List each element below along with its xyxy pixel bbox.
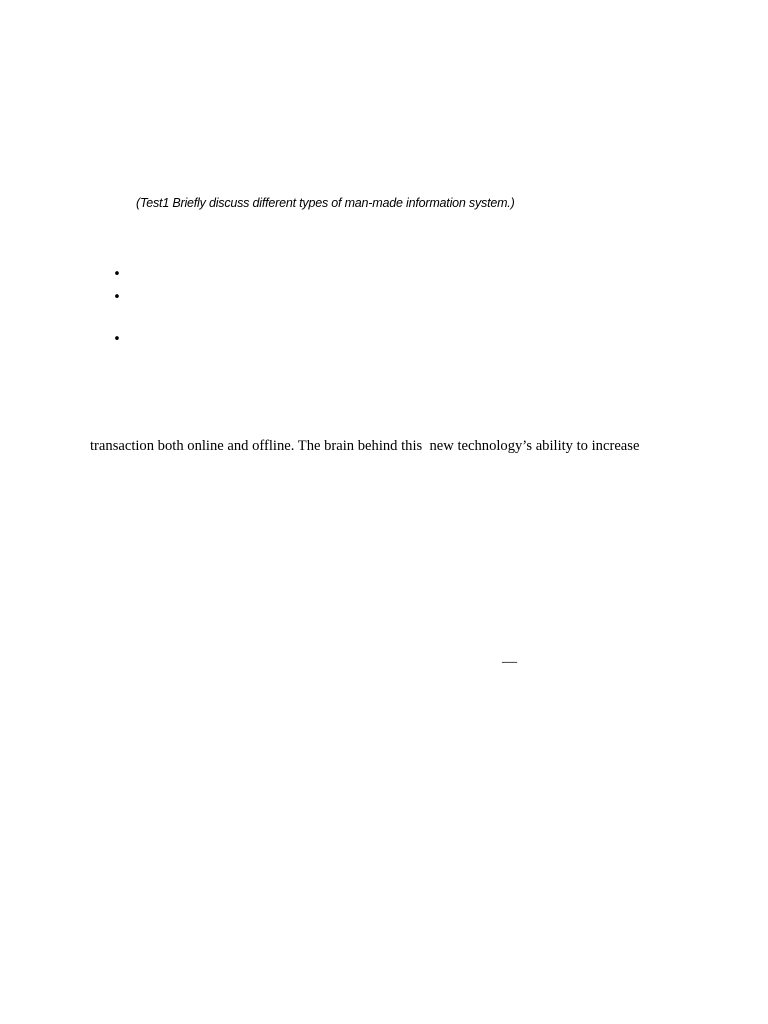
bullet-marker: • (113, 290, 121, 305)
bullet-marker: • (113, 332, 121, 347)
body-text-line: transaction both online and offline. The brain behind this new technology’s ability to increase (90, 438, 640, 454)
bullet-marker: • (113, 267, 121, 282)
question-heading: (Test1 Briefly discuss different types of man-made information system.) (136, 196, 515, 210)
em-dash-mark: — (502, 654, 517, 670)
